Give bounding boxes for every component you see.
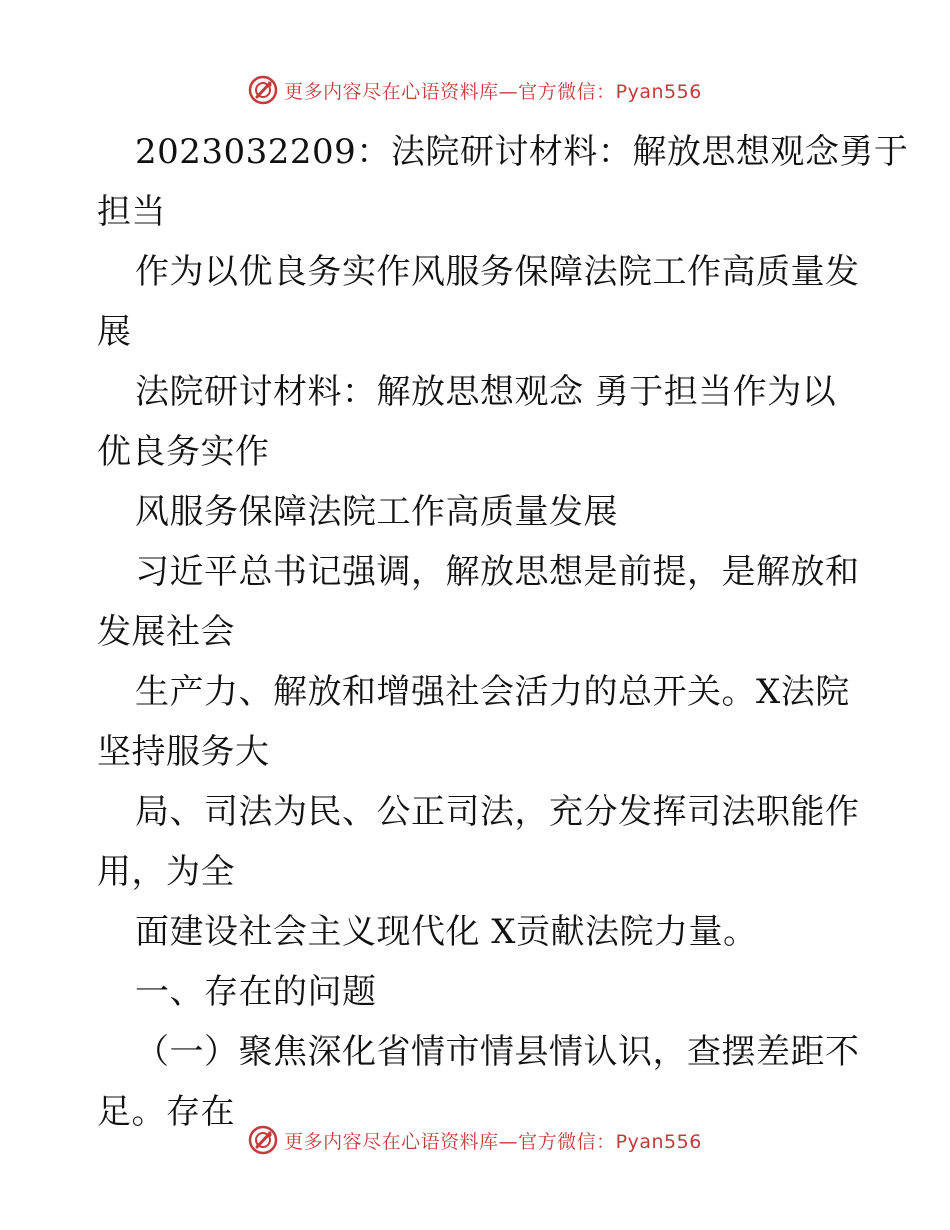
- subsection-heading: （一）聚焦深化省情市情县情认识，查摆差距不: [135, 1032, 860, 1072]
- text-line: 2023032209：法院研讨材料：解放思想观念勇于: [135, 132, 909, 172]
- text-line: 生产力、解放和增强社会活力的总开关。X法院: [135, 672, 850, 712]
- watermark-banner-top: [0, 70, 950, 110]
- text-line: 面建设社会主义现代化 X贡献法院力量。: [135, 912, 758, 952]
- text-line: 作为以优良务实作风服务保障法院工作高质量发: [135, 252, 860, 292]
- section-heading: 一、存在的问题: [135, 972, 377, 1012]
- text-line: 习近平总书记强调，解放思想是前提，是解放和: [135, 552, 860, 592]
- text-line: 足。存在: [97, 1092, 235, 1132]
- brand-logo-icon: [248, 75, 278, 105]
- watermark-text: 更多内容尽在心语资料库—官方微信：Pyan556: [284, 1130, 702, 1153]
- text-line: 优良务实作: [97, 432, 270, 472]
- watermark-banner-bottom: [0, 1120, 950, 1160]
- text-line: 法院研讨材料：解放思想观念 勇于担当作为以: [135, 372, 837, 412]
- text-line: 发展社会: [97, 612, 235, 652]
- text-line: 风服务保障法院工作高质量发展: [135, 492, 618, 532]
- text-line: 担当: [97, 192, 166, 232]
- brand-logo-icon: [248, 1125, 278, 1155]
- text-line: 局、司法为民、公正司法，充分发挥司法职能作: [135, 792, 860, 832]
- document-body: [97, 122, 909, 1142]
- text-line: 展: [97, 312, 132, 352]
- text-line: 用，为全: [97, 852, 235, 892]
- text-line: 坚持服务大: [97, 732, 270, 772]
- watermark-text: 更多内容尽在心语资料库—官方微信：Pyan556: [284, 80, 702, 103]
